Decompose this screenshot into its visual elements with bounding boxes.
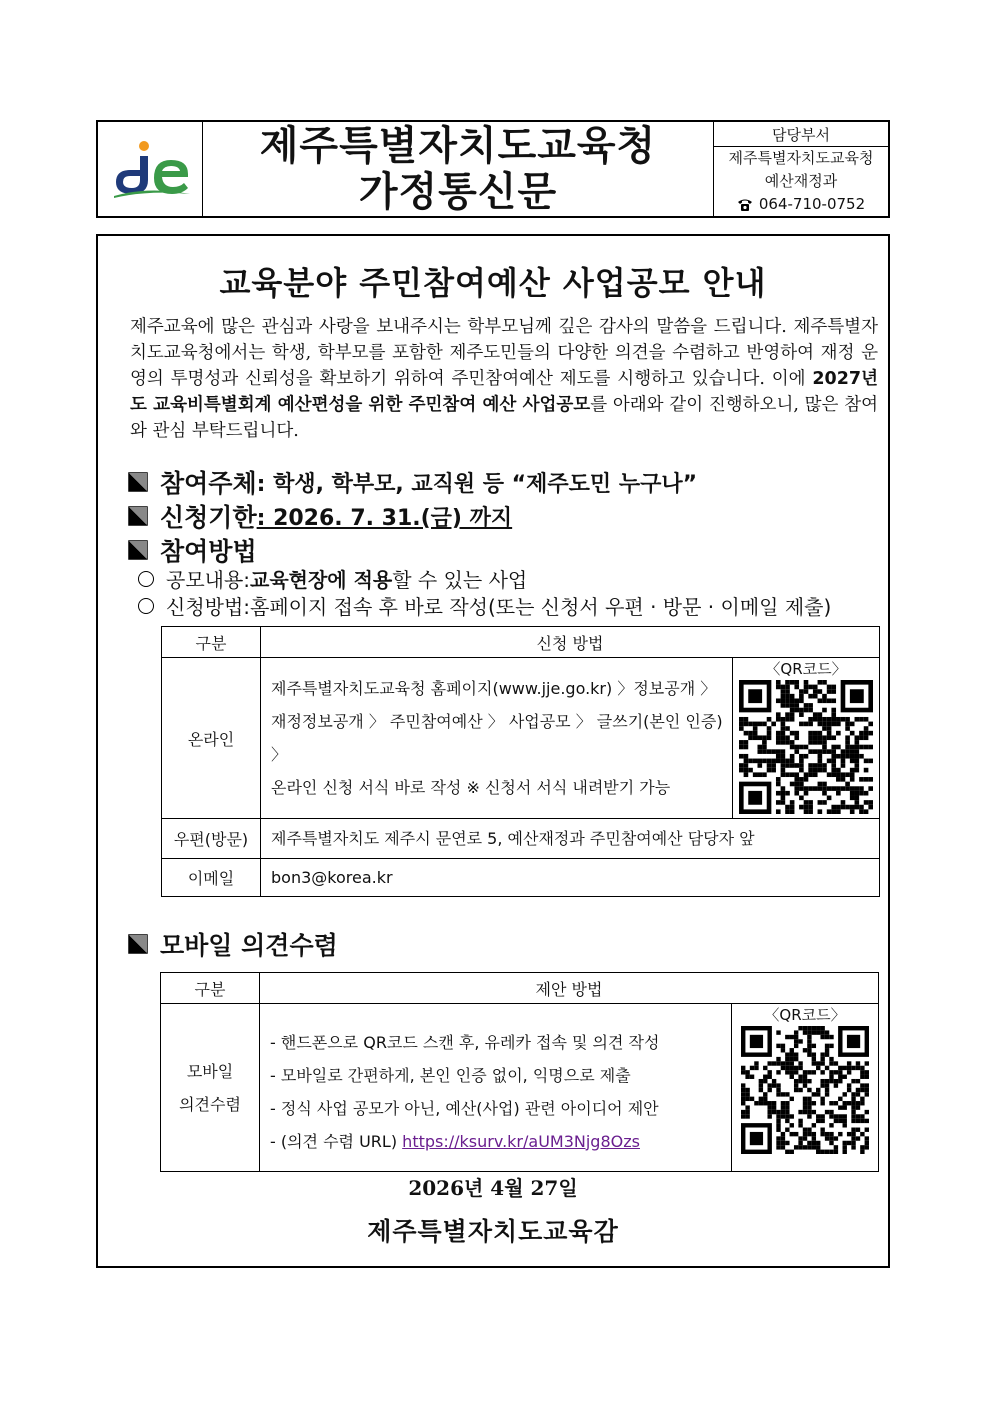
department-cell [713, 122, 888, 216]
intro-tail: 를 아래와 같이 진행하오니, 많은 참여와 관심 부탁드립니다. [130, 395, 878, 441]
apply-item [138, 591, 831, 620]
apply-table-header-category: 구분 [162, 627, 261, 658]
deadline-label: 신청기한 [160, 503, 257, 532]
mobile-row-label-1: 모바일 [186, 1061, 234, 1081]
mobile-label: 모바일 의견수렴 [160, 931, 338, 960]
qr-code-icon[interactable] [741, 1026, 869, 1154]
mobile-line: - 핸드폰으로 QR코드 스캔 후, 유레카 접속 및 의견 작성 [270, 1032, 660, 1052]
survey-url-link[interactable]: https://ksurv.kr/aUM3Njg8Ozs [402, 1131, 640, 1151]
method-label: 참여방법 [160, 537, 257, 566]
online-qr-cell [733, 658, 880, 819]
online-method [261, 658, 733, 819]
apply-label: 신청방법: [166, 595, 251, 619]
apply-method-table [161, 626, 880, 897]
square-bullet-icon [128, 540, 148, 560]
section-subject [128, 464, 697, 500]
mobile-line: - 정식 사업 공모가 아닌, 예산(사업) 관련 아이디어 제안 [270, 1098, 659, 1118]
section-method [128, 532, 257, 568]
intro-lead: 제주교육에 많은 관심과 사랑을 보내주시는 학부모님께 깊은 감사의 말씀을 드립니다. 제주특별자치도교육청에서는 학생, 학부모를 포함한 제주도민들의 다양한 의견을 수렴하고 반영하여 재정 운영의 투명성과 신뢰성을 확보하기 위하여 주민참여예산 제도를 시행하고 있습니다. 이에 [130, 317, 878, 389]
qr-label: 〈QR코드〉 [764, 1006, 846, 1024]
circle-bullet-icon [138, 571, 154, 587]
phone-number: 064-710-0752 [758, 195, 866, 213]
jje-logo [108, 138, 192, 200]
content-label: 공모내용: [166, 568, 251, 592]
mobile-url-line [270, 1125, 731, 1158]
mobile-method [260, 1004, 732, 1172]
online-label: 온라인 [162, 658, 261, 819]
square-bullet-icon [128, 472, 148, 492]
section-mobile [128, 926, 338, 962]
content-tail: 할 수 있는 사업 [392, 568, 528, 592]
office-title: 제주특별자치도교육청 [259, 123, 657, 169]
mobile-row-label-2: 의견수렴 [179, 1094, 241, 1114]
online-line: 재정정보공개 〉 주민참여예산 〉 사업공모 〉 글쓰기(본인 인증) 〉 [271, 712, 723, 764]
apply-table-header-method: 신청 방법 [261, 627, 880, 658]
logo-cell [98, 122, 203, 216]
issue-date: 2026년 4월 27일 [408, 1176, 578, 1200]
subject-value: : 학생, 학부모, 교직원 등 “제주도민 누구나” [256, 471, 698, 497]
department-info [714, 147, 888, 216]
notice-title: 교육분야 주민참여예산 사업공모 안내 [219, 264, 767, 302]
square-bullet-icon [128, 506, 148, 526]
apply-value: 홈페이지 접속 후 바로 작성(또는 신청서 우편 · 방문 · 이메일 제출) [250, 595, 832, 619]
mobile-table-header-category: 구분 [161, 973, 260, 1004]
letter-header [96, 120, 890, 218]
phone-icon [737, 198, 753, 212]
qr-label: 〈QR코드〉 [765, 660, 847, 678]
online-line: 온라인 신청 서식 바로 작성 ※ 신청서 서식 내려받기 가능 [271, 778, 671, 797]
letter-type-title: 가정통신문 [358, 169, 558, 215]
department-name: 제주특별자치도교육청 [728, 149, 874, 167]
section-deadline [128, 498, 512, 534]
square-bullet-icon [128, 934, 148, 954]
letter-title-cell [203, 122, 713, 216]
mobile-line: - 모바일로 간편하게, 본인 인증 없이, 익명으로 제출 [270, 1065, 631, 1085]
post-address: 제주특별자치도 제주시 문연로 5, 예산재정과 주민참여예산 담당자 앞 [261, 819, 880, 859]
department-label: 담당부서 [714, 122, 888, 147]
intro-bold: 2027년도 교육비특별회계 예산편성을 위한 주민참여 예산 사업공모 [130, 369, 878, 415]
mobile-table-header-method: 제안 방법 [260, 973, 879, 1004]
online-line: 제주특별자치도교육청 홈페이지(www.jje.go.kr) 〉정보공개 〉 [271, 679, 717, 698]
notice-body [96, 234, 890, 1268]
post-label: 우편(방문) [162, 819, 261, 859]
qr-code-icon[interactable] [739, 680, 873, 814]
circle-bullet-icon [138, 598, 154, 614]
deadline-value: : 2026. 7. 31.(금) 까지 [256, 505, 513, 531]
signature: 제주특별자치도교육감 [367, 1217, 619, 1246]
mobile-row-label [161, 1004, 260, 1172]
department-sub: 예산재정과 [764, 172, 838, 190]
email-address[interactable]: bon3@korea.kr [261, 859, 880, 897]
content-item [138, 564, 527, 593]
intro-paragraph [130, 314, 878, 444]
content-bold: 교육현장에 적용 [250, 568, 393, 592]
email-label: 이메일 [162, 859, 261, 897]
mobile-method-table [160, 972, 879, 1172]
url-prefix: - (의견 수렴 URL) [270, 1131, 403, 1151]
mobile-qr-cell [732, 1004, 879, 1172]
subject-label: 참여주체 [160, 469, 257, 498]
department-phone [737, 193, 865, 216]
